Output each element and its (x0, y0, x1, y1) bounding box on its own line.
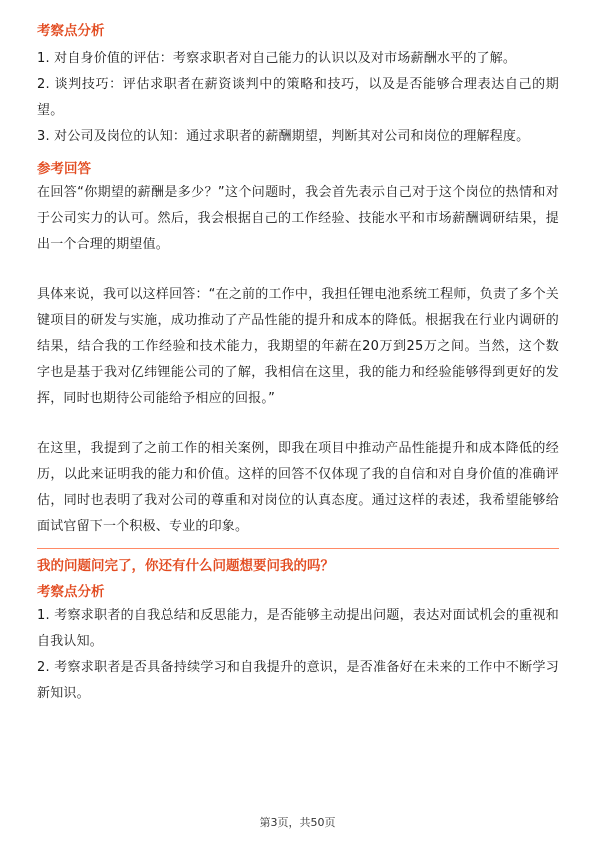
analysis-item: 1. 考察求职者的自我总结和反思能力，是否能够主动提出问题，表达对面试机会的重视和自我认知。 (37, 608, 559, 649)
reference-answer-heading: 参考回答 (37, 161, 91, 177)
answer-paragraph: 在回答“你期望的薪酬是多少？”这个问题时，我会首先表示自己对于这个岗位的热情和对于公司实力的认可。然后，我会根据自己的工作经验、技能水平和市场薪酬调研结果，提出一个合理的期望值。 (37, 185, 559, 252)
analysis-item: 1. 对自身价值的评估：考察求职者对自己能力的认识以及对市场薪酬水平的了解。 (37, 51, 517, 66)
analysis-item: 2. 考察求职者是否具备持续学习和自我提升的意识，是否准备好在未来的工作中不断学习新知识。 (37, 660, 559, 701)
analysis-item: 3. 对公司及岗位的认知：通过求职者的薪酬期望，判断其对公司和岗位的理解程度。 (37, 129, 530, 144)
answer-paragraph: 具体来说，我可以这样回答：“在之前的工作中，我担任锂电池系统工程师，负责了多个关键项目的研发与实施，成功推动了产品性能的提升和成本的降低。根据我在行业内调研的结果，结合我的工作经验和技术能力，我期望的年薪在20万到25万之间。当然，这个数字也是基于我对亿纬锂能公司的了解，我相信在这里，我的能力和经验能够得到更好的发挥，同时也期待公司能给予相应的回报。” (37, 287, 559, 406)
analysis-item: 2. 谈判技巧：评估求职者在薪资谈判中的策略和技巧，以及是否能够合理表达自己的期望。 (37, 77, 559, 118)
page-content (37, 20, 559, 707)
answer-paragraph: 在这里，我提到了之前工作的相关案例，即我在项目中推动产品性能提升和成本降低的经历，以此来证明我的能力和价值。这样的回答不仅体现了我的自信和对自身价值的准确评估，同时也表明了我对公司的尊重和对岗位的认真态度。通过这样的表述，我希望能够给面试官留下一个积极、专业的印象。 (37, 441, 559, 534)
question-title: 我的问题问完了，你还有什么问题想要问我的吗？ (37, 558, 334, 574)
analysis-heading: 考察点分析 (37, 584, 105, 600)
page-footer: 第3页，共50页 (259, 816, 336, 829)
section-divider (37, 548, 559, 549)
analysis-heading: 考察点分析 (37, 23, 105, 39)
